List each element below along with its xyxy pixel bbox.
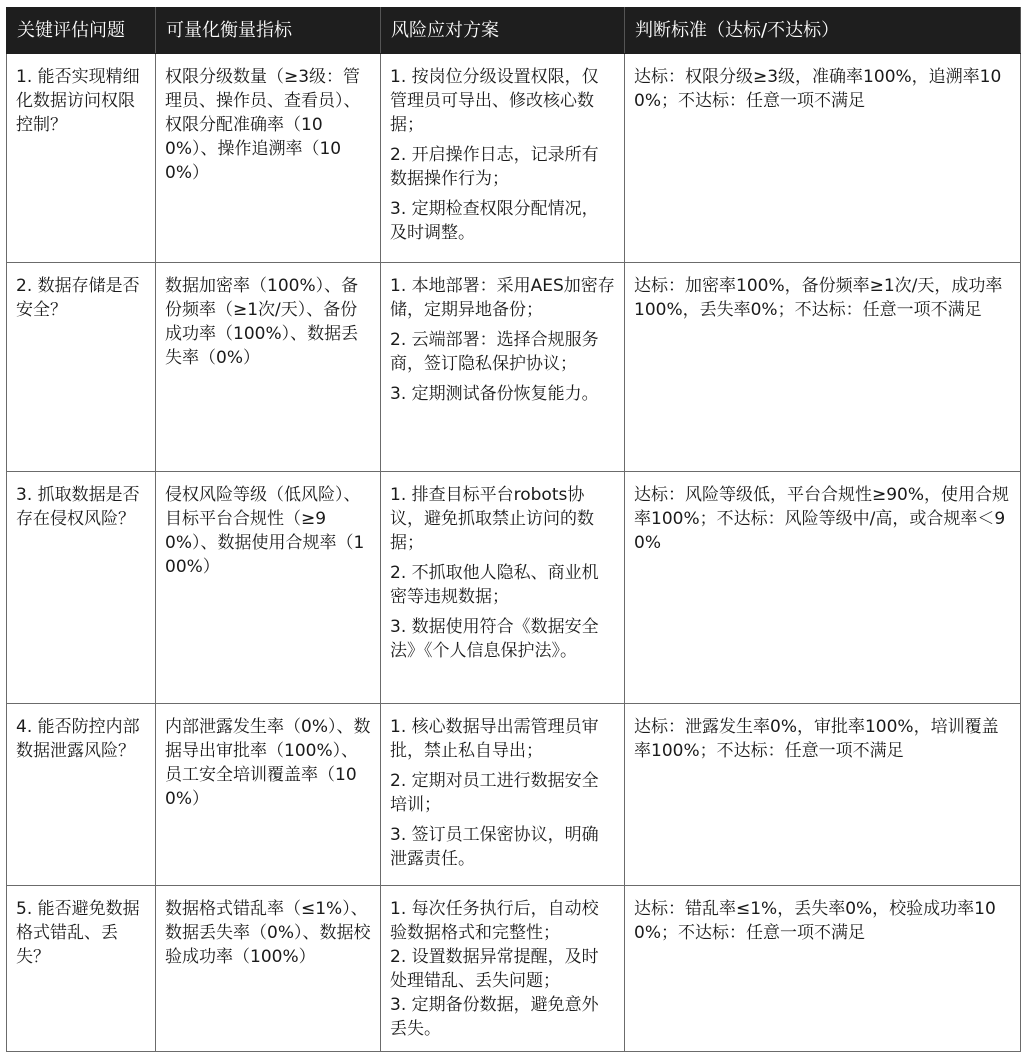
plan-step: 3. 签订员工保密协议，明确泄露责任。 bbox=[390, 825, 599, 869]
metric-cell: 数据格式错乱率（≤1%）、数据丢失率（0%）、数据校验成功率（100%） bbox=[156, 886, 381, 1052]
question-cell: 5. 能否避免数据格式错乱、丢失？ bbox=[7, 886, 156, 1052]
plan-step: 2. 不抓取他人隐私、商业机密等违规数据； bbox=[390, 563, 599, 607]
table-row bbox=[7, 263, 1021, 472]
header-question: 关键评估问题 bbox=[7, 8, 156, 54]
header-plan: 风险应对方案 bbox=[381, 8, 625, 54]
plan-step: 1. 按岗位分级设置权限，仅管理员可导出、修改核心数据； bbox=[390, 67, 599, 135]
question-cell: 1. 能否实现精细化数据访问权限控制？ bbox=[7, 54, 156, 263]
plan-step: 2. 开启操作日志，记录所有数据操作行为； bbox=[390, 145, 599, 189]
metric-cell: 侵权风险等级（低风险）、目标平台合规性（≥90%）、数据使用合规率（100%） bbox=[156, 472, 381, 704]
criteria-cell: 达标：错乱率≤1%，丢失率0%，校验成功率100%；不达标：任意一项不满足 bbox=[625, 886, 1021, 1052]
table-row bbox=[7, 472, 1021, 704]
metric-cell: 权限分级数量（≥3级：管理员、操作员、查看员）、权限分配准确率（100%）、操作追溯率（100%） bbox=[156, 54, 381, 263]
plan-step: 3. 定期测试备份恢复能力。 bbox=[390, 384, 599, 404]
plan-step: 1. 每次任务执行后，自动校验数据格式和完整性； bbox=[390, 899, 599, 943]
plan-step: 1. 排查目标平台robots协议，避免抓取禁止访问的数据； bbox=[390, 485, 594, 553]
plan-cell bbox=[381, 704, 625, 886]
header-criteria: 判断标准（达标/不达标） bbox=[625, 8, 1021, 54]
plan-step: 3. 定期检查权限分配情况，及时调整。 bbox=[390, 199, 599, 243]
table-row bbox=[7, 54, 1021, 263]
plan-step: 3. 定期备份数据，避免意外丢失。 bbox=[390, 995, 599, 1039]
plan-step: 3. 数据使用符合《数据安全法》《个人信息保护法》。 bbox=[390, 617, 599, 661]
criteria-cell: 达标：泄露发生率0%，审批率100%，培训覆盖率100%；不达标：任意一项不满足 bbox=[625, 704, 1021, 886]
plan-cell bbox=[381, 54, 625, 263]
question-cell: 3. 抓取数据是否存在侵权风险？ bbox=[7, 472, 156, 704]
question-cell: 2. 数据存储是否安全？ bbox=[7, 263, 156, 472]
plan-step: 2. 云端部署：选择合规服务商，签订隐私保护协议； bbox=[390, 330, 599, 374]
metric-cell: 数据加密率（100%）、备份频率（≥1次/天）、备份成功率（100%）、数据丢失率（0%） bbox=[156, 263, 381, 472]
risk-assessment-table bbox=[6, 7, 1021, 1052]
table-row bbox=[7, 886, 1021, 1052]
metric-cell: 内部泄露发生率（0%）、数据导出审批率（100%）、员工安全培训覆盖率（100%） bbox=[156, 704, 381, 886]
table-row bbox=[7, 704, 1021, 886]
plan-cell bbox=[381, 472, 625, 704]
plan-step: 1. 核心数据导出需管理员审批，禁止私自导出； bbox=[390, 717, 599, 761]
plan-cell bbox=[381, 886, 625, 1052]
criteria-cell: 达标：加密率100%，备份频率≥1次/天，成功率100%，丢失率0%；不达标：任意一项不满足 bbox=[625, 263, 1021, 472]
criteria-cell: 达标：权限分级≥3级，准确率100%，追溯率100%；不达标：任意一项不满足 bbox=[625, 54, 1021, 263]
header-row bbox=[7, 8, 1021, 54]
plan-step: 2. 定期对员工进行数据安全培训； bbox=[390, 771, 599, 815]
header-metric: 可量化衡量指标 bbox=[156, 8, 381, 54]
plan-step: 1. 本地部署：采用AES加密存储，定期异地备份； bbox=[390, 276, 615, 320]
plan-cell bbox=[381, 263, 625, 472]
criteria-cell: 达标：风险等级低，平台合规性≥90%，使用合规率100%；不达标：风险等级中/高，或合规率＜90% bbox=[625, 472, 1021, 704]
plan-step: 2. 设置数据异常提醒，及时处理错乱、丢失问题； bbox=[390, 947, 599, 991]
question-cell: 4. 能否防控内部数据泄露风险？ bbox=[7, 704, 156, 886]
